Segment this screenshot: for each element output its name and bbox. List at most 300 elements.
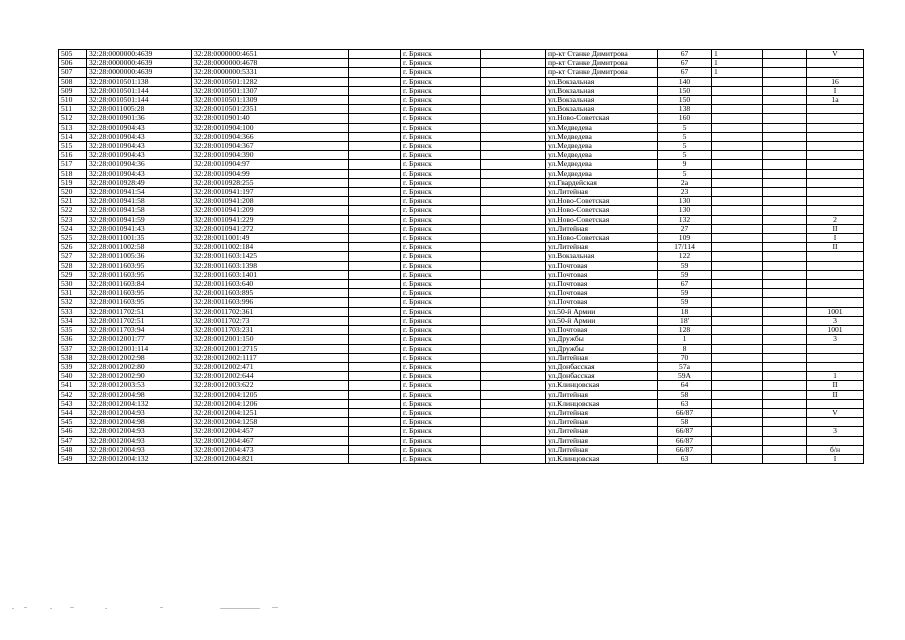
- blank-cell: [763, 169, 807, 178]
- row-number: 543: [59, 399, 87, 408]
- blank-cell: [349, 326, 401, 335]
- blank-cell: [481, 77, 546, 86]
- street: ул.Почтовая: [546, 280, 658, 289]
- blank-cell: [349, 86, 401, 95]
- premises: 16: [807, 77, 864, 86]
- city: г. Брянск: [401, 243, 481, 252]
- building: [712, 261, 763, 270]
- row-number: 524: [59, 224, 87, 233]
- blank-cell: [349, 335, 401, 344]
- table-row: [59, 188, 864, 197]
- premises: 3: [807, 316, 864, 325]
- blank-cell: [349, 188, 401, 197]
- blank-cell: [481, 68, 546, 77]
- table-row: [59, 50, 864, 59]
- blank-cell: [481, 178, 546, 187]
- street: пр-кт Станке Димитрова: [546, 68, 658, 77]
- building: [712, 372, 763, 381]
- building: [712, 243, 763, 252]
- row-number: 528: [59, 261, 87, 270]
- parent-cadastral-number: 32:28:0010501:144: [87, 86, 192, 95]
- blank-cell: [481, 445, 546, 454]
- street: ул.Ново-Советская: [546, 206, 658, 215]
- building: [712, 234, 763, 243]
- blank-cell: [349, 68, 401, 77]
- parent-cadastral-number: 32:28:0000000:4639: [87, 68, 192, 77]
- premises: [807, 132, 864, 141]
- cadastral-number: 32:28:0012002:471: [192, 362, 349, 371]
- blank-cell: [481, 243, 546, 252]
- house-number: 132: [658, 215, 712, 224]
- house-number: 150: [658, 96, 712, 105]
- blank-cell: [763, 362, 807, 371]
- house-number: 59: [658, 289, 712, 298]
- blank-cell: [349, 307, 401, 316]
- city: г. Брянск: [401, 59, 481, 68]
- premises: I: [807, 234, 864, 243]
- blank-cell: [763, 399, 807, 408]
- premises: 3: [807, 335, 864, 344]
- city: г. Брянск: [401, 123, 481, 132]
- premises: [807, 436, 864, 445]
- city: г. Брянск: [401, 86, 481, 95]
- blank-cell: [763, 114, 807, 123]
- cadastral-number: 32:28:0010941:208: [192, 197, 349, 206]
- row-number: 542: [59, 390, 87, 399]
- parent-cadastral-number: 32:28:0012004:93: [87, 445, 192, 454]
- street: ул.Медведева: [546, 123, 658, 132]
- table-row: [59, 215, 864, 224]
- blank-cell: [481, 270, 546, 279]
- building: [712, 169, 763, 178]
- street: ул.Почтовая: [546, 289, 658, 298]
- blank-cell: [763, 344, 807, 353]
- premises: II: [807, 390, 864, 399]
- row-number: 538: [59, 353, 87, 362]
- house-number: 150: [658, 86, 712, 95]
- street: ул.Ново-Советская: [546, 215, 658, 224]
- blank-cell: [349, 224, 401, 233]
- blank-cell: [349, 427, 401, 436]
- blank-cell: [481, 436, 546, 445]
- building: [712, 86, 763, 95]
- parent-cadastral-number: 32:28:0011002:58: [87, 243, 192, 252]
- parent-cadastral-number: 32:28:0010904:43: [87, 132, 192, 141]
- building: [712, 289, 763, 298]
- premises: II: [807, 381, 864, 390]
- blank-cell: [763, 261, 807, 270]
- table-row: [59, 362, 864, 371]
- city: г. Брянск: [401, 234, 481, 243]
- blank-cell: [763, 206, 807, 215]
- cadastral-number: 32:28:0012003:622: [192, 381, 349, 390]
- premises: [807, 289, 864, 298]
- blank-cell: [763, 381, 807, 390]
- blank-cell: [763, 436, 807, 445]
- building: [712, 408, 763, 417]
- street: ул.Почтовая: [546, 270, 658, 279]
- house-number: 57a: [658, 362, 712, 371]
- blank-cell: [481, 335, 546, 344]
- street: ул.Литейная: [546, 224, 658, 233]
- house-number: 140: [658, 77, 712, 86]
- scan-noise-mark: [10, 604, 290, 612]
- house-number: 64: [658, 381, 712, 390]
- street: ул.Донбасская: [546, 372, 658, 381]
- premises: V: [807, 50, 864, 59]
- parent-cadastral-number: 32:28:0011001:35: [87, 234, 192, 243]
- street: ул.50-й Армии: [546, 316, 658, 325]
- cadastral-number: 32:28:0012002:1117: [192, 353, 349, 362]
- city: г. Брянск: [401, 142, 481, 151]
- street: ул.Литейная: [546, 353, 658, 362]
- house-number: 18: [658, 307, 712, 316]
- row-number: 516: [59, 151, 87, 160]
- city: г. Брянск: [401, 114, 481, 123]
- blank-cell: [349, 243, 401, 252]
- blank-cell: [481, 114, 546, 123]
- blank-cell: [349, 353, 401, 362]
- table-row: [59, 408, 864, 417]
- table-row: [59, 316, 864, 325]
- city: г. Брянск: [401, 427, 481, 436]
- city: г. Брянск: [401, 68, 481, 77]
- table-row: [59, 105, 864, 114]
- street: ул.Медведева: [546, 169, 658, 178]
- table-row: [59, 160, 864, 169]
- row-number: 548: [59, 445, 87, 454]
- row-number: 511: [59, 105, 87, 114]
- table-row: [59, 436, 864, 445]
- row-number: 534: [59, 316, 87, 325]
- cadastral-number: 32:28:0000000:4651: [192, 50, 349, 59]
- house-number: 5: [658, 142, 712, 151]
- house-number: 67: [658, 68, 712, 77]
- city: г. Брянск: [401, 344, 481, 353]
- blank-cell: [349, 96, 401, 105]
- blank-cell: [481, 280, 546, 289]
- table-row: [59, 252, 864, 261]
- premises: 1001: [807, 307, 864, 316]
- parent-cadastral-number: 32:28:0011603:95: [87, 261, 192, 270]
- row-number: 518: [59, 169, 87, 178]
- table-row: [59, 326, 864, 335]
- parent-cadastral-number: 32:28:0012002:98: [87, 353, 192, 362]
- street: ул.Клинцовская: [546, 381, 658, 390]
- premises: [807, 188, 864, 197]
- blank-cell: [349, 178, 401, 187]
- parent-cadastral-number: 32:28:0012001:114: [87, 344, 192, 353]
- cadastral-number: 32:28:0010941:272: [192, 224, 349, 233]
- street: ул.Гвардейская: [546, 178, 658, 187]
- table-row: [59, 114, 864, 123]
- row-number: 545: [59, 418, 87, 427]
- house-number: 122: [658, 252, 712, 261]
- premises: [807, 298, 864, 307]
- blank-cell: [763, 151, 807, 160]
- building: [712, 362, 763, 371]
- building: [712, 252, 763, 261]
- parent-cadastral-number: 32:28:0010904:36: [87, 160, 192, 169]
- building: [712, 454, 763, 463]
- building: [712, 427, 763, 436]
- premises: [807, 151, 864, 160]
- blank-cell: [481, 169, 546, 178]
- table-row: [59, 243, 864, 252]
- blank-cell: [481, 188, 546, 197]
- cadastral-number: 32:28:0011703:231: [192, 326, 349, 335]
- blank-cell: [481, 86, 546, 95]
- blank-cell: [481, 142, 546, 151]
- house-number: 63: [658, 454, 712, 463]
- parent-cadastral-number: 32:28:0011005:36: [87, 252, 192, 261]
- building: [712, 96, 763, 105]
- blank-cell: [349, 372, 401, 381]
- cadastral-number: 32:28:0010928:255: [192, 178, 349, 187]
- blank-cell: [481, 298, 546, 307]
- premises: [807, 178, 864, 187]
- street: ул.Вокзальная: [546, 105, 658, 114]
- row-number: 540: [59, 372, 87, 381]
- premises: б/н: [807, 445, 864, 454]
- blank-cell: [763, 68, 807, 77]
- blank-cell: [349, 123, 401, 132]
- blank-cell: [481, 206, 546, 215]
- blank-cell: [481, 215, 546, 224]
- table-row: [59, 445, 864, 454]
- row-number: 535: [59, 326, 87, 335]
- blank-cell: [349, 454, 401, 463]
- house-number: 67: [658, 59, 712, 68]
- cadastral-number: 32:28:0012004:1258: [192, 418, 349, 427]
- building: [712, 188, 763, 197]
- cadastral-number: 32:28:0010941:197: [192, 188, 349, 197]
- cadastral-number: 32:28:0012004:821: [192, 454, 349, 463]
- building: [712, 160, 763, 169]
- blank-cell: [481, 105, 546, 114]
- premises: [807, 344, 864, 353]
- street: ул.Медведева: [546, 151, 658, 160]
- blank-cell: [481, 381, 546, 390]
- blank-cell: [481, 326, 546, 335]
- parent-cadastral-number: 32:28:0010904:43: [87, 142, 192, 151]
- parent-cadastral-number: 32:28:0012001:77: [87, 335, 192, 344]
- table-row: [59, 353, 864, 362]
- table-row: [59, 123, 864, 132]
- city: г. Брянск: [401, 188, 481, 197]
- row-number: 513: [59, 123, 87, 132]
- house-number: 59: [658, 261, 712, 270]
- city: г. Брянск: [401, 307, 481, 316]
- table-row: [59, 59, 864, 68]
- premises: [807, 399, 864, 408]
- blank-cell: [763, 408, 807, 417]
- premises: [807, 169, 864, 178]
- parent-cadastral-number: 32:28:0010941:59: [87, 215, 192, 224]
- blank-cell: [349, 169, 401, 178]
- registry-body: [59, 50, 864, 464]
- parent-cadastral-number: 32:28:0011702:51: [87, 307, 192, 316]
- blank-cell: [481, 96, 546, 105]
- table-row: [59, 151, 864, 160]
- premises: I: [807, 86, 864, 95]
- city: г. Брянск: [401, 252, 481, 261]
- table-row: [59, 307, 864, 316]
- cadastral-number: 32:28:0010501:2351: [192, 105, 349, 114]
- blank-cell: [763, 86, 807, 95]
- premises: V: [807, 408, 864, 417]
- street: ул.Почтовая: [546, 298, 658, 307]
- cadastral-number: 32:28:0010501:1309: [192, 96, 349, 105]
- row-number: 526: [59, 243, 87, 252]
- table-row: [59, 77, 864, 86]
- row-number: 541: [59, 381, 87, 390]
- city: г. Брянск: [401, 298, 481, 307]
- building: [712, 280, 763, 289]
- city: г. Брянск: [401, 408, 481, 417]
- city: г. Брянск: [401, 261, 481, 270]
- house-number: 130: [658, 197, 712, 206]
- blank-cell: [763, 289, 807, 298]
- blank-cell: [763, 390, 807, 399]
- street: ул.Ново-Советская: [546, 114, 658, 123]
- blank-cell: [349, 197, 401, 206]
- building: [712, 298, 763, 307]
- city: г. Брянск: [401, 335, 481, 344]
- row-number: 509: [59, 86, 87, 95]
- table-row: [59, 96, 864, 105]
- blank-cell: [481, 132, 546, 141]
- blank-cell: [763, 445, 807, 454]
- building: [712, 307, 763, 316]
- cadastral-number: 32:28:0010904:367: [192, 142, 349, 151]
- blank-cell: [481, 454, 546, 463]
- street: ул.Дружбы: [546, 344, 658, 353]
- blank-cell: [763, 418, 807, 427]
- row-number: 522: [59, 206, 87, 215]
- row-number: 532: [59, 298, 87, 307]
- blank-cell: [763, 234, 807, 243]
- blank-cell: [349, 270, 401, 279]
- building: [712, 418, 763, 427]
- parent-cadastral-number: 32:28:0010901:36: [87, 114, 192, 123]
- blank-cell: [349, 142, 401, 151]
- blank-cell: [481, 418, 546, 427]
- street: ул.Медведева: [546, 132, 658, 141]
- row-number: 512: [59, 114, 87, 123]
- city: г. Брянск: [401, 316, 481, 325]
- city: г. Брянск: [401, 381, 481, 390]
- house-number: 67: [658, 280, 712, 289]
- premises: [807, 261, 864, 270]
- blank-cell: [349, 399, 401, 408]
- cadastral-number: 32:28:0012002:644: [192, 372, 349, 381]
- parent-cadastral-number: 32:28:0012004:93: [87, 408, 192, 417]
- street: пр-кт Станке Димитрова: [546, 50, 658, 59]
- building: [712, 335, 763, 344]
- house-number: 58: [658, 390, 712, 399]
- house-number: 138: [658, 105, 712, 114]
- city: г. Брянск: [401, 160, 481, 169]
- cadastral-number: 32:28:0010501:1307: [192, 86, 349, 95]
- table-row: [59, 86, 864, 95]
- table-row: [59, 381, 864, 390]
- blank-cell: [481, 252, 546, 261]
- row-number: 506: [59, 59, 87, 68]
- premises: [807, 197, 864, 206]
- blank-cell: [349, 436, 401, 445]
- building: [712, 114, 763, 123]
- premises: [807, 68, 864, 77]
- blank-cell: [349, 252, 401, 261]
- building: [712, 151, 763, 160]
- blank-cell: [481, 427, 546, 436]
- building: [712, 316, 763, 325]
- blank-cell: [349, 362, 401, 371]
- row-number: 527: [59, 252, 87, 261]
- street: ул.Донбасская: [546, 362, 658, 371]
- blank-cell: [481, 372, 546, 381]
- building: [712, 178, 763, 187]
- table-row: [59, 169, 864, 178]
- table-row: [59, 344, 864, 353]
- blank-cell: [763, 280, 807, 289]
- city: г. Брянск: [401, 270, 481, 279]
- blank-cell: [481, 261, 546, 270]
- row-number: 525: [59, 234, 87, 243]
- table-row: [59, 418, 864, 427]
- premises: [807, 280, 864, 289]
- blank-cell: [349, 390, 401, 399]
- building: [712, 399, 763, 408]
- blank-cell: [349, 289, 401, 298]
- street: ул.Литейная: [546, 436, 658, 445]
- parent-cadastral-number: 32:28:0000000:4639: [87, 50, 192, 59]
- city: г. Брянск: [401, 372, 481, 381]
- blank-cell: [349, 234, 401, 243]
- row-number: 531: [59, 289, 87, 298]
- blank-cell: [349, 206, 401, 215]
- cadastral-number: 32:28:0011002:184: [192, 243, 349, 252]
- row-number: 536: [59, 335, 87, 344]
- blank-cell: [349, 408, 401, 417]
- cadastral-number: 32:28:0012001:2715: [192, 344, 349, 353]
- blank-cell: [763, 142, 807, 151]
- parent-cadastral-number: 32:28:0011703:94: [87, 326, 192, 335]
- premises: [807, 142, 864, 151]
- house-number: 5: [658, 151, 712, 160]
- parent-cadastral-number: 32:28:0011603:84: [87, 280, 192, 289]
- street: ул.Клинцовская: [546, 399, 658, 408]
- street: ул.Ново-Советская: [546, 197, 658, 206]
- blank-cell: [763, 59, 807, 68]
- city: г. Брянск: [401, 454, 481, 463]
- house-number: 66/87: [658, 408, 712, 417]
- cadastral-number: 32:28:0011603:996: [192, 298, 349, 307]
- premises: [807, 418, 864, 427]
- row-number: 523: [59, 215, 87, 224]
- cadastral-number: 32:28:0012001:150: [192, 335, 349, 344]
- blank-cell: [763, 224, 807, 233]
- parent-cadastral-number: 32:28:0012004:93: [87, 427, 192, 436]
- building: [712, 197, 763, 206]
- table-row: [59, 132, 864, 141]
- blank-cell: [763, 77, 807, 86]
- street: ул.Медведева: [546, 160, 658, 169]
- street: ул.Дружбы: [546, 335, 658, 344]
- parent-cadastral-number: 32:28:0010501:138: [87, 77, 192, 86]
- blank-cell: [349, 381, 401, 390]
